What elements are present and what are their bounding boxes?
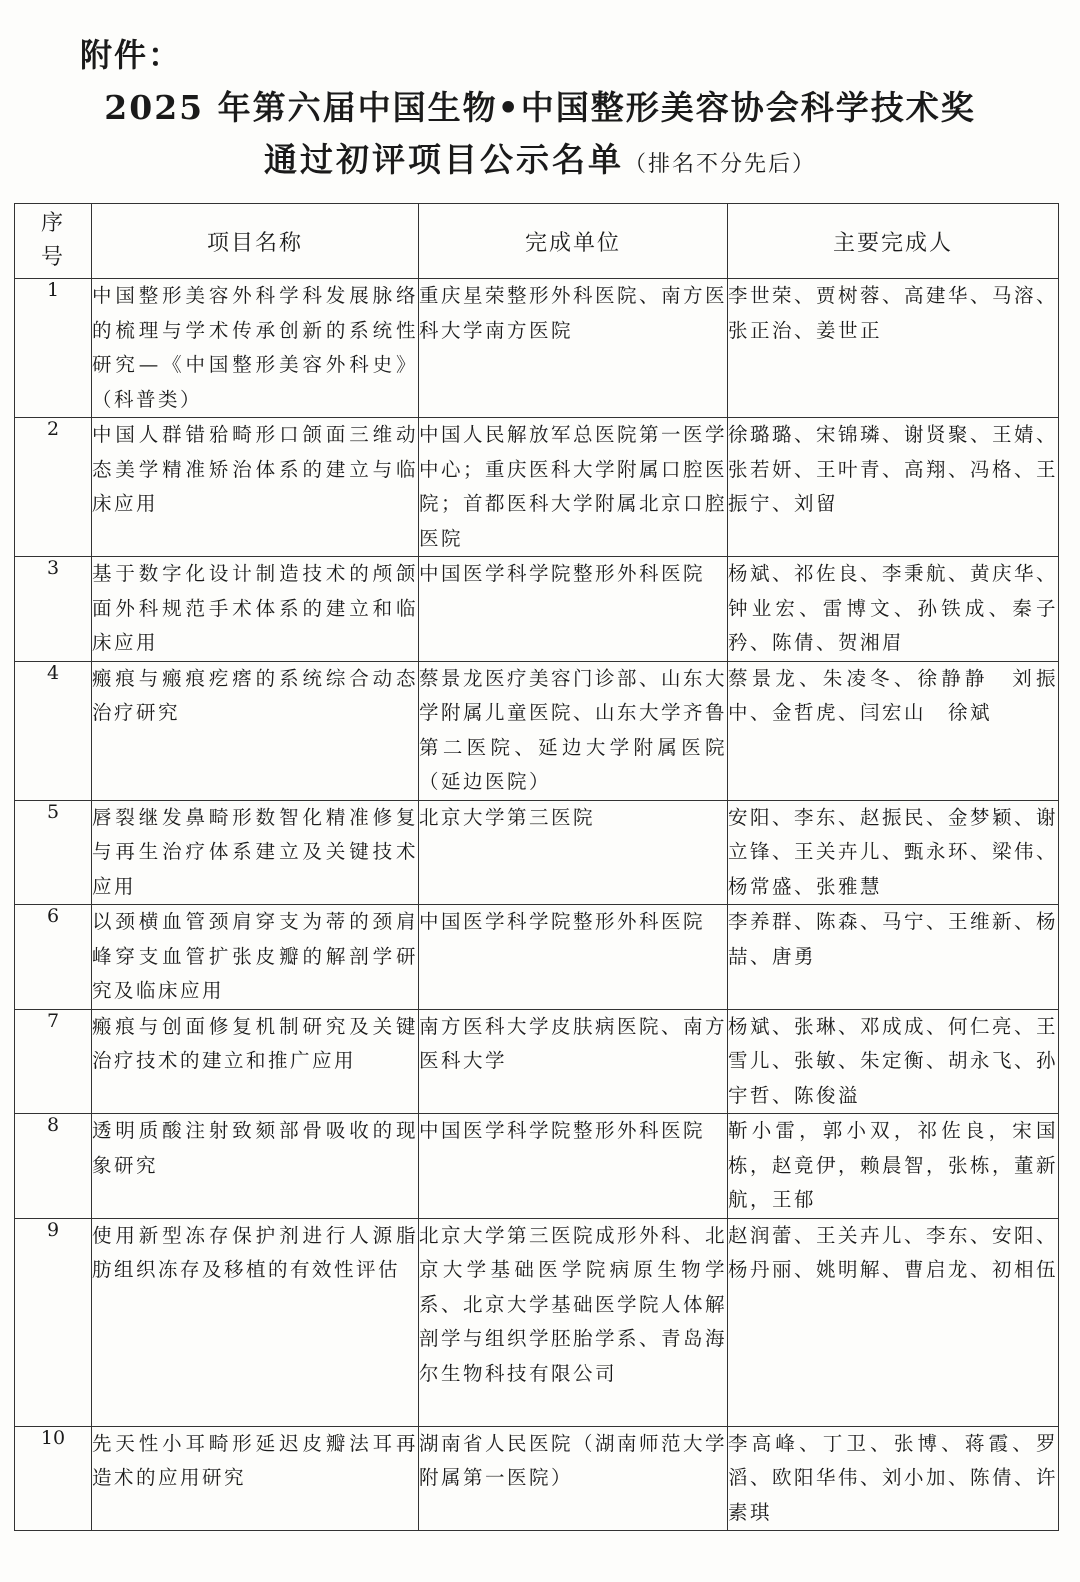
row-project-name: 使用新型冻存保护剂进行人源脂肪组织冻存及移植的有效性评估 (92, 1218, 419, 1426)
column-header-unit: 完成单位 (419, 204, 728, 279)
subtitle-main: 通过初评项目公示名单 (263, 140, 624, 179)
row-seq: 7 (15, 1009, 92, 1114)
row-project-name: 瘢痕与瘢痕疙瘩的系统综合动态治疗研究 (92, 661, 419, 800)
row-people: 徐璐璐、宋锦璘、谢贤聚、王婧、张若妍、王叶青、高翔、冯格、王振宁、刘留 (728, 418, 1059, 557)
row-project-name: 唇裂继发鼻畸形数智化精准修复与再生治疗体系建立及关键技术应用 (92, 800, 419, 905)
row-project-name: 瘢痕与创面修复机制研究及关键治疗技术的建立和推广应用 (92, 1009, 419, 1114)
row-people: 杨斌、张琳、邓成成、何仁亮、王雪儿、张敏、朱定衡、胡永飞、孙宇哲、陈俊溢 (728, 1009, 1059, 1114)
table-row (15, 1218, 1059, 1426)
row-unit: 南方医科大学皮肤病医院、南方医科大学 (419, 1009, 728, 1114)
table-row (15, 418, 1059, 557)
row-people: 杨斌、祁佐良、李秉航、黄庆华、钟业宏、雷博文、孙铁成、秦子矜、陈倩、贺湘眉 (728, 557, 1059, 662)
row-unit: 中国医学科学院整形外科医院 (419, 905, 728, 1010)
table-row (15, 800, 1059, 905)
row-project-name: 基于数字化设计制造技术的颅颌面外科规范手术体系的建立和临床应用 (92, 557, 419, 662)
table-row (15, 661, 1059, 800)
column-header-people: 主要完成人 (728, 204, 1059, 279)
row-people: 李世荣、贾树蓉、高建华、马溶、张正治、姜世正 (728, 279, 1059, 418)
table-row (15, 1114, 1059, 1219)
row-project-name: 中国整形美容外科学科发展脉络的梳理与学术传承创新的系统性研究—《中国整形美容外科史》（科普类） (92, 279, 419, 418)
table-row (15, 279, 1059, 418)
row-people: 李高峰、丁卫、张博、蒋霞、罗滔、欧阳华伟、刘小加、陈倩、许素琪 (728, 1426, 1059, 1531)
row-people: 安阳、李东、赵振民、金梦颖、谢立锋、王关卉儿、甄永环、梁伟、杨常盛、张雅慧 (728, 800, 1059, 905)
row-people: 靳小雷，郭小双，祁佐良，宋国栋，赵竟伊，赖晨智，张栋，董新航，王郁 (728, 1114, 1059, 1219)
table-row (15, 1009, 1059, 1114)
row-project-name: 先天性小耳畸形延迟皮瓣法耳再造术的应用研究 (92, 1426, 419, 1531)
row-unit: 北京大学第三医院成形外科、北京大学基础医学院病原生物学系、北京大学基础医学院人体解剖学与组织学胚胎学系、青岛海尔生物科技有限公司 (419, 1218, 728, 1426)
row-unit: 湖南省人民医院（湖南师范大学附属第一医院） (419, 1426, 728, 1531)
row-seq: 8 (15, 1114, 92, 1219)
project-table (14, 203, 1059, 1531)
row-seq: 6 (15, 905, 92, 1010)
document-subtitle (0, 134, 1080, 181)
row-seq: 2 (15, 418, 92, 557)
row-unit: 蔡景龙医疗美容门诊部、山东大学附属儿童医院、山东大学齐鲁第二医院、延边大学附属医院（延边医院） (419, 661, 728, 800)
row-unit: 中国医学科学院整形外科医院 (419, 557, 728, 662)
row-unit: 中国医学科学院整形外科医院 (419, 1114, 728, 1219)
row-unit: 重庆星荣整形外科医院、南方医科大学南方医院 (419, 279, 728, 418)
row-people: 赵润蕾、王关卉儿、李东、安阳、杨丹丽、姚明解、曹启龙、初相伍 (728, 1218, 1059, 1426)
row-seq: 1 (15, 279, 92, 418)
row-seq: 10 (15, 1426, 92, 1531)
attachment-label: 附件： (80, 36, 183, 74)
row-people: 李养群、陈森、马宁、王维新、杨喆、唐勇 (728, 905, 1059, 1010)
row-unit: 北京大学第三医院 (419, 800, 728, 905)
row-people: 蔡景龙、朱凌冬、徐静静 刘振中、金哲虎、闫宏山 徐斌 (728, 661, 1059, 800)
column-header-seq: 序 号 (15, 204, 92, 279)
row-seq: 9 (15, 1218, 92, 1426)
subtitle-note: （排名不分先后） (623, 152, 816, 177)
table-row (15, 1426, 1059, 1531)
document-title: 2025 年第六届中国生物•中国整形美容协会科学技术奖 (104, 88, 976, 127)
row-seq: 3 (15, 557, 92, 662)
row-seq: 5 (15, 800, 92, 905)
table-header-row (15, 204, 1059, 279)
row-project-name: 透明质酸注射致颏部骨吸收的现象研究 (92, 1114, 419, 1219)
table-row (15, 905, 1059, 1010)
row-unit: 中国人民解放军总医院第一医学中心；重庆医科大学附属口腔医院；首都医科大学附属北京口腔医院 (419, 418, 728, 557)
column-header-name: 项目名称 (92, 204, 419, 279)
row-seq: 4 (15, 661, 92, 800)
table-row (15, 557, 1059, 662)
row-project-name: 以颈横血管颈肩穿支为蒂的颈肩峰穿支血管扩张皮瓣的解剖学研究及临床应用 (92, 905, 419, 1010)
row-project-name: 中国人群错𬌗畸形口颌面三维动态美学精准矫治体系的建立与临床应用 (92, 418, 419, 557)
